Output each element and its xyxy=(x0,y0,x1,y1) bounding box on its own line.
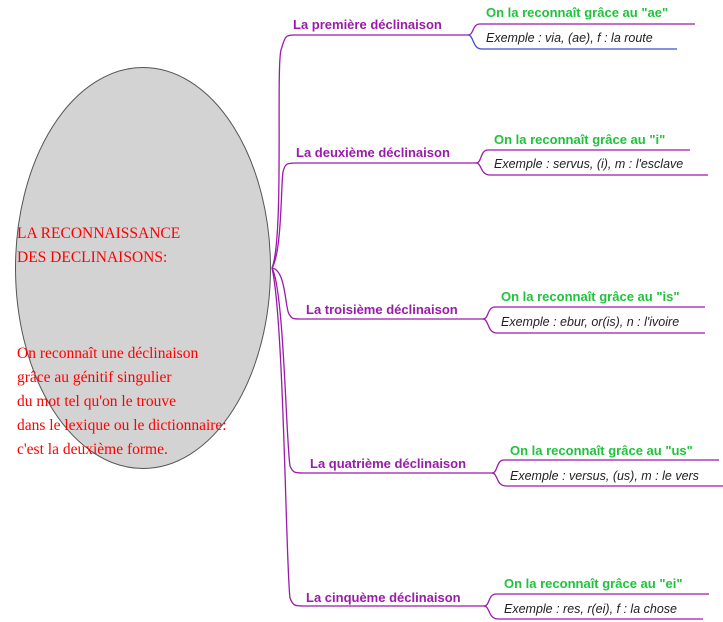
rule-label-1[interactable]: On la reconnaît grâce au "ae" xyxy=(486,5,669,20)
rule-label-2[interactable]: On la reconnaît grâce au "i" xyxy=(494,132,666,147)
central-topic-title: LA RECONNAISSANCE DES DECLINAISONS: xyxy=(17,225,181,266)
connector-branch-2 xyxy=(272,163,476,268)
connector-branch-4 xyxy=(272,268,492,473)
branch-label-5[interactable]: La cinquème déclinaison xyxy=(306,590,461,605)
central-topic-node[interactable] xyxy=(14,66,272,470)
rule-label-5[interactable]: On la reconnaît grâce au "ei" xyxy=(504,576,683,591)
example-label-5[interactable]: Exemple : res, r(ei), f : la chose xyxy=(504,602,677,616)
rule-label-4[interactable]: On la reconnaît grâce au "us" xyxy=(510,443,693,458)
branch-label-2[interactable]: La deuxième déclinaison xyxy=(296,145,450,160)
example-label-1[interactable]: Exemple : via, (ae), f : la route xyxy=(486,31,653,45)
central-topic-body: On reconnaît une déclinaison grâce au génitif singulier du mot tel qu'on le trouve dans le lexique ou le dictionnaire: c'est la deuxième forme. xyxy=(17,345,227,458)
example-label-2[interactable]: Exemple : servus, (i), m : l'esclave xyxy=(494,157,684,171)
branch-label-3[interactable]: La troisième déclinaison xyxy=(306,302,458,317)
rule-label-3[interactable]: On la reconnaît grâce au "is" xyxy=(501,289,680,304)
example-label-4[interactable]: Exemple : versus, (us), m : le vers xyxy=(510,469,699,483)
branch-label-1[interactable]: La première déclinaison xyxy=(293,17,442,32)
example-label-3[interactable]: Exemple : ebur, or(is), n : l'ivoire xyxy=(501,315,680,329)
central-topic-text xyxy=(17,174,275,510)
branch-label-4[interactable]: La quatrième déclinaison xyxy=(310,456,467,471)
